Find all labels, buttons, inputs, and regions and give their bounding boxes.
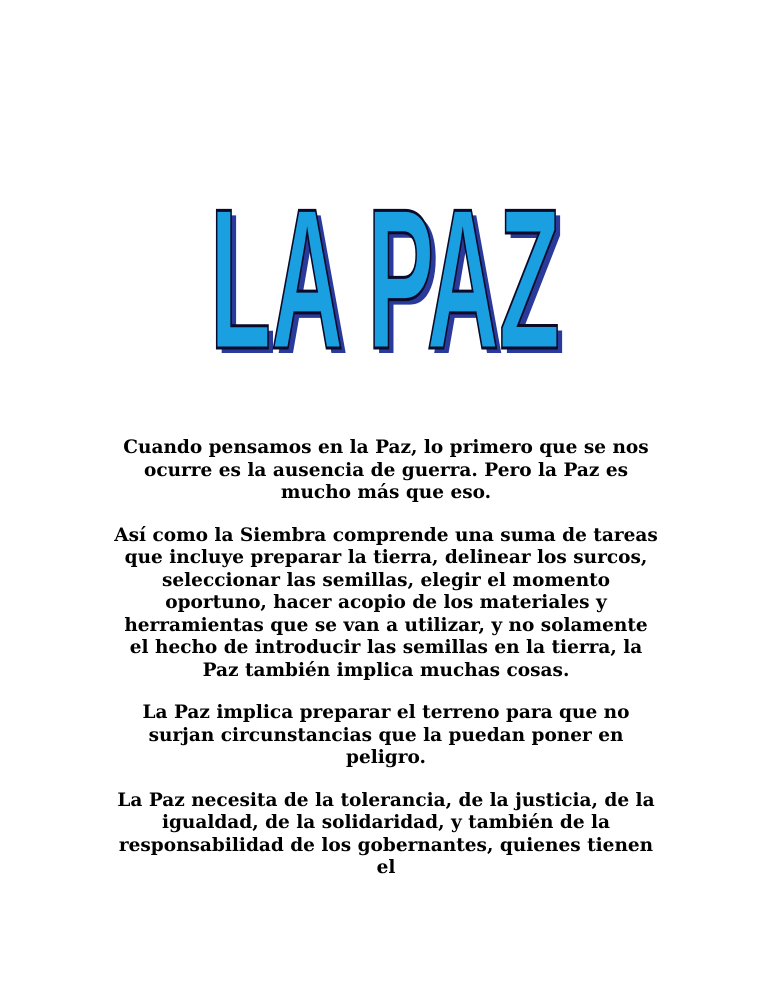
title-shadow: LA PAZ (215, 173, 565, 360)
page-title (200, 90, 570, 360)
paragraph-siembra: Así como la Siembra comprende una suma de tareas que incluye preparar la tierra, delinear los surcos, seleccionar las semillas, elegir el momento oportuno, hacer acopio de los materiales y herramientas que se van a utilizar, y no solamente el hecho de introducir las semillas en la tierra, la Paz también implica muchas cosas. (114, 524, 658, 681)
paragraph-terreno: La Paz implica preparar el terreno para que no surjan circunstancias que la puedan poner en peligro. (142, 702, 630, 768)
paragraph-tolerancia: La Paz necesita de la tolerancia, de la justicia, de la igualdad, de la solidaridad, y también de la responsabilidad de los gobernantes, quienes tienen el (117, 789, 655, 878)
title-main: LA PAZ (210, 168, 560, 360)
document-body (112, 437, 660, 900)
paragraph-intro: Cuando pensamos en la Paz, lo primero que se nos ocurre es la ausencia de guerra. Pero la Paz es mucho más que eso. (123, 437, 649, 503)
title-wordart (200, 90, 570, 360)
